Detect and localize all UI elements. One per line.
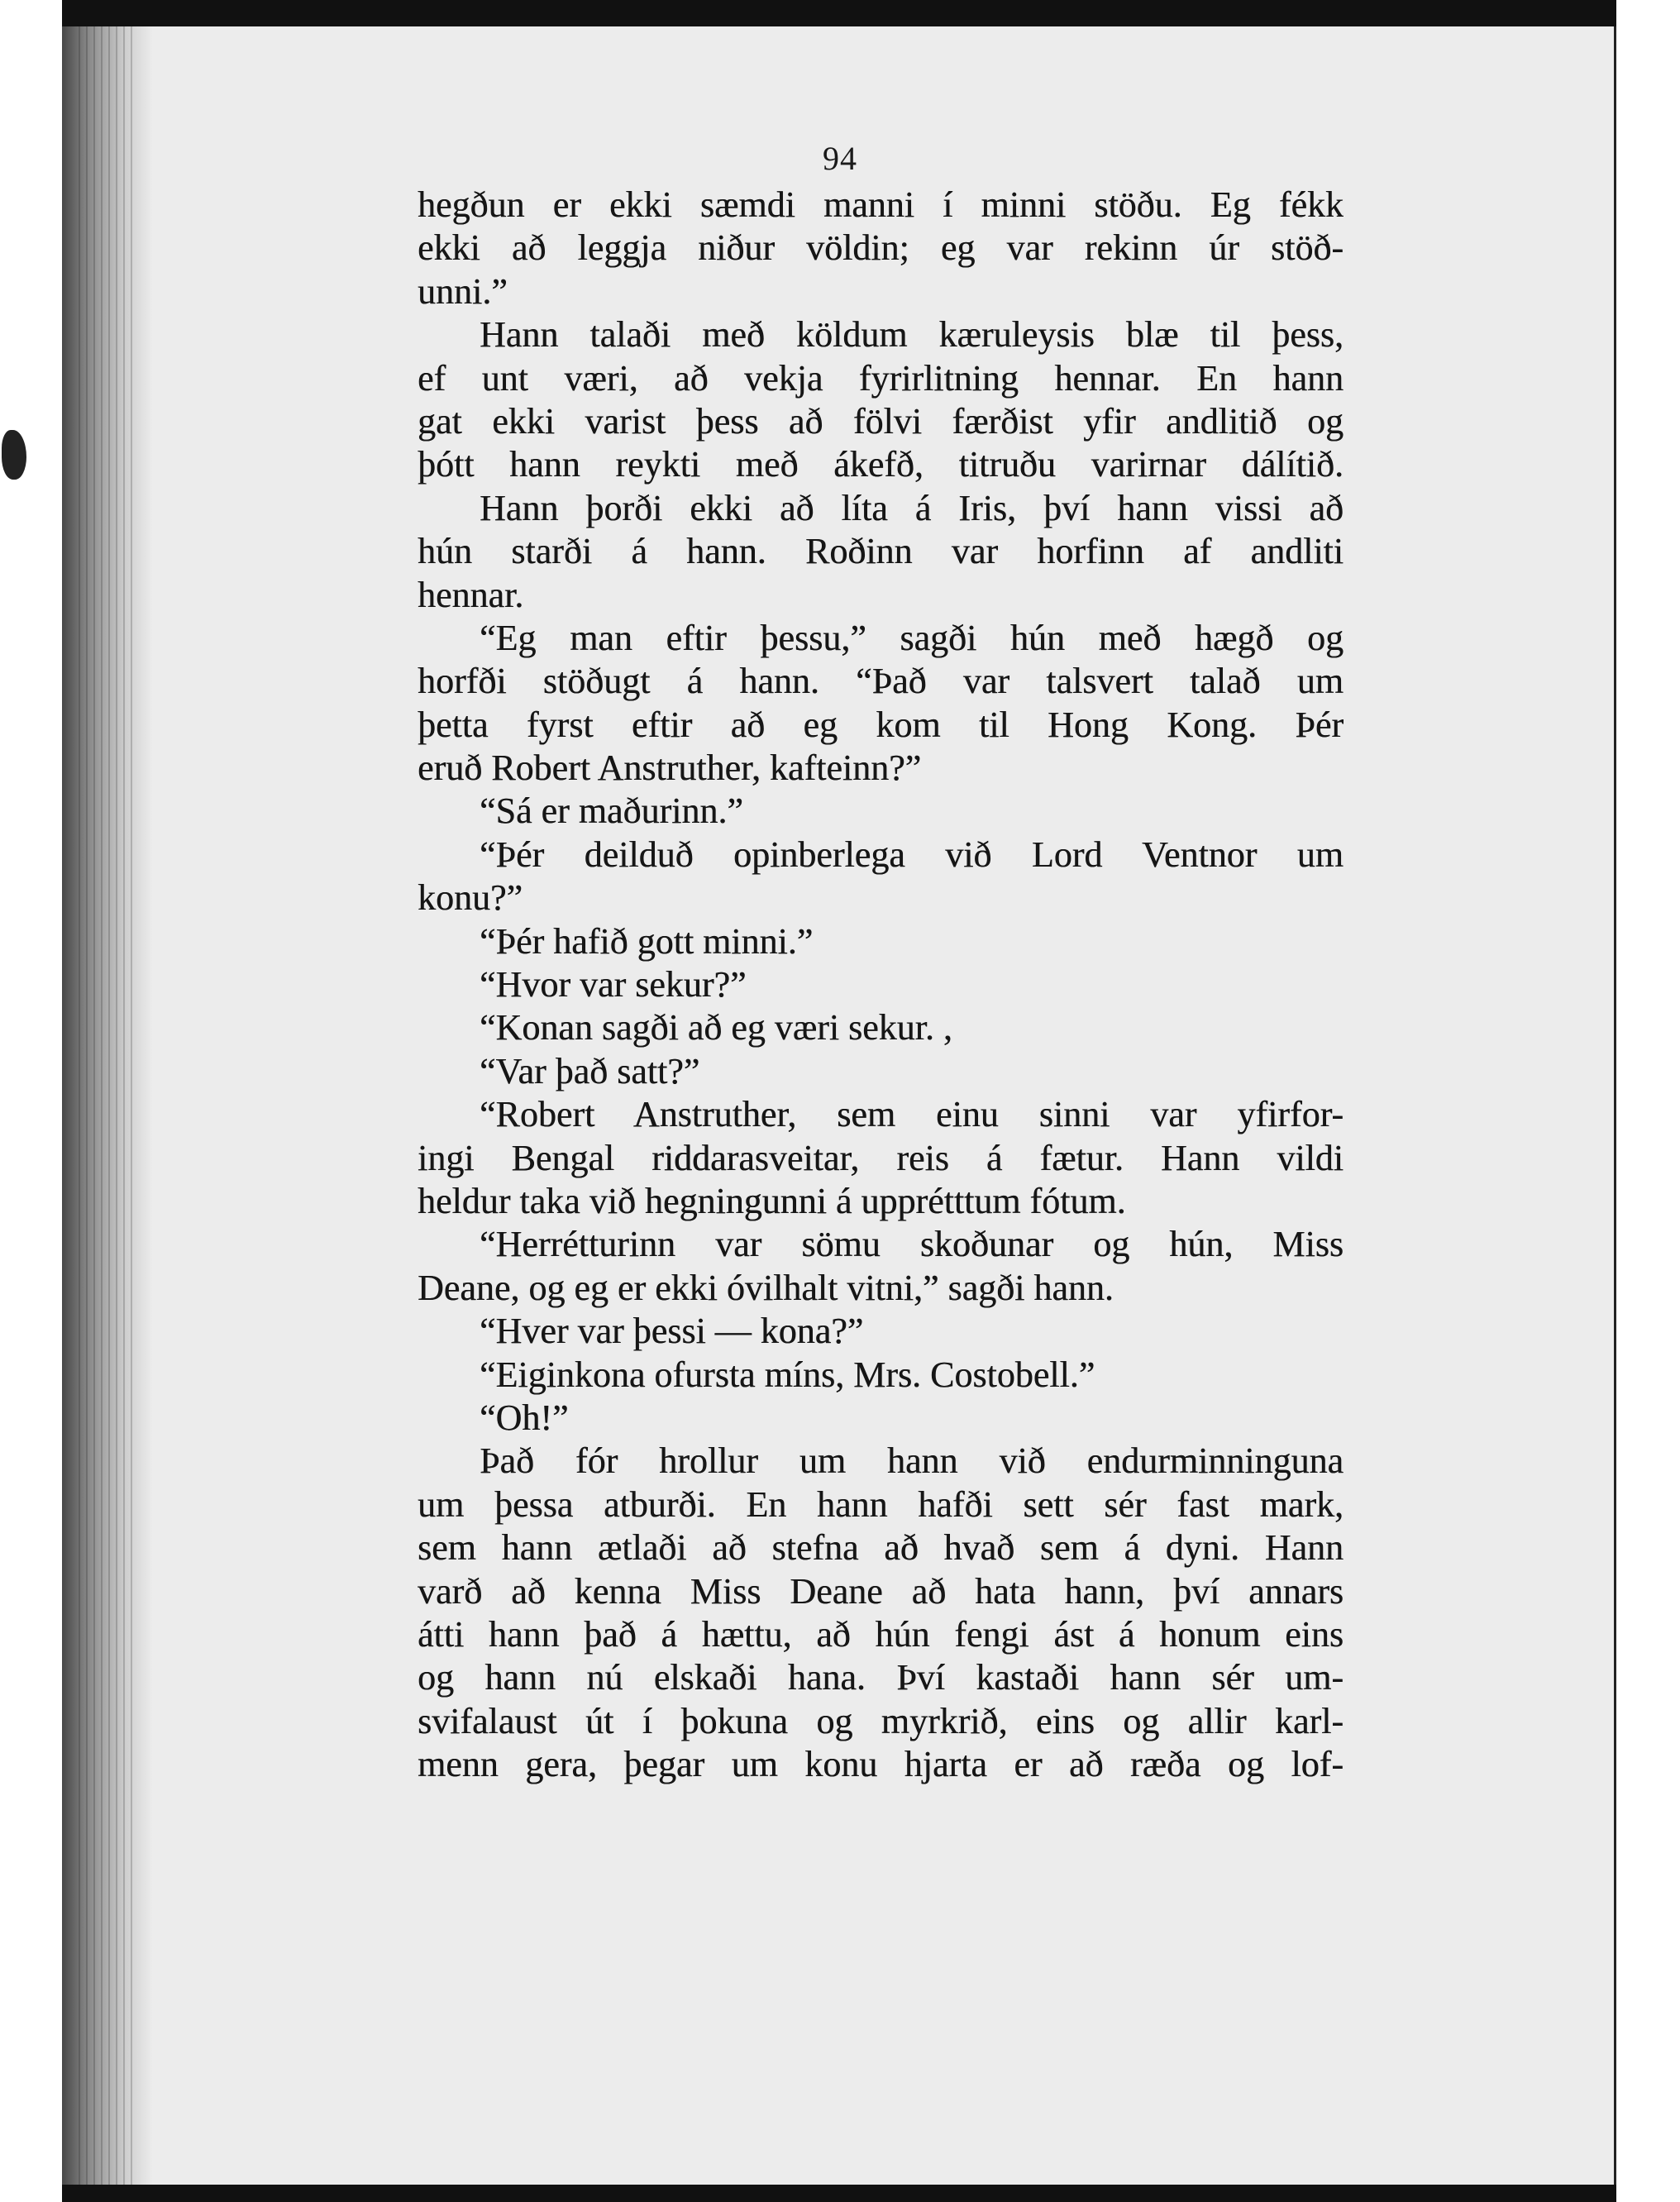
text-line: Deane, og eg er ekki óvilhalt vitni,” sagði hann. [418,1267,1114,1308]
text-line: ingi Bengal riddarasveitar, reis á fætur. Hann vildi [418,1137,1344,1178]
text-line: “Eg man eftir þessu,” sagði hún með hægð og [480,617,1344,658]
text-line: og hann nú elskaði hana. Því kastaði hann sér um- [418,1657,1344,1698]
text-line: “Herrétturinn var sömu skoðunar og hún, Miss [480,1224,1344,1265]
text-line: “Hver var þessi — kona?” [480,1311,864,1352]
text-line: hegðun er ekki sæmdi manni í minni stöðu. Eg fékk [418,184,1344,225]
text-line: “Þér deilduð opinberlega við Lord Ventnor um [480,834,1344,875]
page-gutter-streaks [79,26,136,2185]
text-line: þótt hann reykti með ákefð, titruðu varirnar dálítið. [418,444,1344,485]
page-number: 94 [823,140,857,177]
text-line: “Eiginkona ofursta míns, Mrs. Costobell.” [480,1354,1095,1395]
text-line: þetta fyrst eftir að eg kom til Hong Kong. Þér [418,704,1344,745]
text-line: ef unt væri, að vekja fyrirlitning hennar. En hann [418,357,1344,399]
text-line: “Sá er maðurinn.” [480,791,743,832]
text-line: ekki að leggja niður völdin; eg var rekinn úr stöð- [418,227,1344,269]
text-line: hennar. [418,574,524,615]
text-line: heldur taka við hegningunni á upprétttum fótum. [418,1180,1126,1221]
text-line: “Þér hafið gott minni.” [480,920,814,962]
scan-margin-right [1616,0,1680,2202]
text-line: gat ekki varist þess að fölvi færðist yfir andlitið og [418,400,1344,442]
text-line: “Konan sagði að eg væri sekur. , [480,1007,952,1048]
text-line: varð að kenna Miss Deane að hata hann, því annars [418,1570,1344,1612]
text-line: eruð Robert Anstruther, kafteinn?” [418,748,922,789]
text-line: hún starði á hann. Roðinn var horfinn af andliti [418,531,1344,572]
text-line: um þessa atburði. En hann hafði sett sér fast mark, [418,1483,1344,1525]
text-line: “Oh!” [480,1397,569,1438]
scan-margin-left [0,0,62,2202]
text-line: Hann þorði ekki að líta á Iris, því hann vissi að [480,487,1344,528]
text-line: svifalaust út í þokuna og myrkrið, eins og allir karl- [418,1700,1344,1741]
text-line: unni.” [418,270,508,312]
text-line: Það fór hrollur um hann við endurminninguna [480,1440,1344,1482]
text-line: konu?” [418,877,523,919]
text-line: Hann talaði með köldum kæruleysis blæ til þess, [480,314,1344,356]
text-line: “Var það satt?” [480,1050,700,1091]
text-line: “Hvor var sekur?” [480,964,747,1005]
text-line: menn gera, þegar um konu hjarta er að ræða og lof- [418,1744,1344,1785]
text-line: horfði stöðugt á hann. “Það var talsvert talað um [418,661,1344,702]
text-line: sem hann ætlaði að stefna að hvað sem á dyni. Hann [418,1527,1344,1569]
body-text [418,184,1344,1786]
text-line: “Robert Anstruther, sem einu sinni var yfirfor- [480,1094,1344,1135]
text-line: átti hann það á hættu, að hún fengi ást á honum eins [418,1613,1344,1655]
